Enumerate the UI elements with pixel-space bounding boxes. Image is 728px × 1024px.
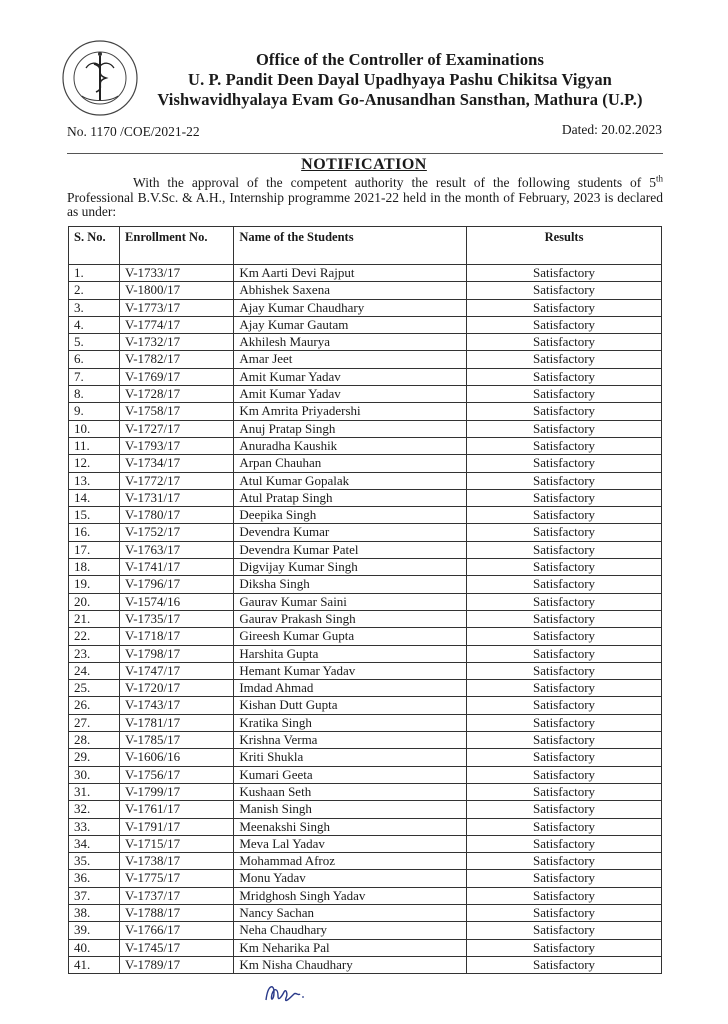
results-table (68, 226, 662, 974)
cell-sno: 13. (69, 472, 120, 489)
cell-enrollment: V-1773/17 (120, 299, 234, 316)
table-row (69, 628, 662, 645)
table-row (69, 386, 662, 403)
cell-student-name: Mohammad Afroz (234, 853, 467, 870)
table-row (69, 610, 662, 627)
cell-enrollment: V-1758/17 (120, 403, 234, 420)
cell-student-name: Neha Chaudhary (234, 922, 467, 939)
cell-enrollment: V-1761/17 (120, 801, 234, 818)
cell-enrollment: V-1769/17 (120, 368, 234, 385)
table-row (69, 956, 662, 973)
table-row (69, 455, 662, 472)
cell-enrollment: V-1743/17 (120, 697, 234, 714)
cell-sno: 9. (69, 403, 120, 420)
table-row (69, 437, 662, 454)
table-row (69, 697, 662, 714)
cell-enrollment: V-1799/17 (120, 783, 234, 800)
cell-sno: 23. (69, 645, 120, 662)
cell-sno: 37. (69, 887, 120, 904)
cell-student-name: Kushaan Seth (234, 783, 467, 800)
cell-enrollment: V-1737/17 (120, 887, 234, 904)
table-row (69, 714, 662, 731)
cell-student-name: Amit Kumar Yadav (234, 386, 467, 403)
cell-student-name: Gaurav Prakash Singh (234, 610, 467, 627)
cell-result: Satisfactory (467, 437, 662, 454)
cell-enrollment: V-1775/17 (120, 870, 234, 887)
cell-sno: 1. (69, 265, 120, 282)
cell-enrollment: V-1793/17 (120, 437, 234, 454)
cell-result: Satisfactory (467, 386, 662, 403)
cell-result: Satisfactory (467, 576, 662, 593)
reference-number: No. 1170 /COE/2021-22 (67, 124, 200, 139)
cell-result: Satisfactory (467, 714, 662, 731)
cell-result: Satisfactory (467, 628, 662, 645)
cell-enrollment: V-1745/17 (120, 939, 234, 956)
cell-sno: 22. (69, 628, 120, 645)
table-row (69, 680, 662, 697)
cell-sno: 19. (69, 576, 120, 593)
cell-sno: 8. (69, 386, 120, 403)
cell-sno: 11. (69, 437, 120, 454)
table-row (69, 904, 662, 921)
table-row (69, 818, 662, 835)
cell-result: Satisfactory (467, 783, 662, 800)
cell-sno: 36. (69, 870, 120, 887)
cell-result: Satisfactory (467, 593, 662, 610)
cell-result: Satisfactory (467, 282, 662, 299)
notification-title: NOTIFICATION (301, 156, 427, 173)
header-student-name: Name of the Students (234, 227, 467, 265)
results-table-body (69, 265, 662, 974)
cell-student-name: Kumari Geeta (234, 766, 467, 783)
table-row (69, 749, 662, 766)
cell-sno: 28. (69, 732, 120, 749)
cell-sno: 16. (69, 524, 120, 541)
letterhead (140, 50, 660, 110)
cell-student-name: Gireesh Kumar Gupta (234, 628, 467, 645)
cell-result: Satisfactory (467, 316, 662, 333)
cell-result: Satisfactory (467, 368, 662, 385)
cell-sno: 31. (69, 783, 120, 800)
header-sno: S. No. (69, 227, 120, 265)
cell-result: Satisfactory (467, 472, 662, 489)
cell-student-name: Digvijay Kumar Singh (234, 559, 467, 576)
cell-result: Satisfactory (467, 853, 662, 870)
office-title: Office of the Controller of Examinations (256, 50, 544, 69)
cell-student-name: Km Nisha Chaudhary (234, 956, 467, 973)
table-row (69, 472, 662, 489)
cell-result: Satisfactory (467, 818, 662, 835)
table-row (69, 368, 662, 385)
header-enrollment: Enrollment No. (120, 227, 234, 265)
cell-sno: 12. (69, 455, 120, 472)
cell-result: Satisfactory (467, 904, 662, 921)
table-row (69, 576, 662, 593)
cell-sno: 17. (69, 541, 120, 558)
cell-result: Satisfactory (467, 334, 662, 351)
cell-student-name: Meenakshi Singh (234, 818, 467, 835)
table-row (69, 282, 662, 299)
cell-enrollment: V-1763/17 (120, 541, 234, 558)
table-row (69, 835, 662, 852)
table-row (69, 299, 662, 316)
cell-student-name: Atul Pratap Singh (234, 489, 467, 506)
cell-result: Satisfactory (467, 749, 662, 766)
cell-student-name: Arpan Chauhan (234, 455, 467, 472)
cell-enrollment: V-1772/17 (120, 472, 234, 489)
cell-sno: 30. (69, 766, 120, 783)
university-seal-icon (60, 38, 140, 118)
cell-result: Satisfactory (467, 489, 662, 506)
cell-result: Satisfactory (467, 265, 662, 282)
cell-sno: 39. (69, 922, 120, 939)
cell-enrollment: V-1727/17 (120, 420, 234, 437)
cell-student-name: Kriti Shukla (234, 749, 467, 766)
cell-sno: 15. (69, 507, 120, 524)
cell-student-name: Amit Kumar Yadav (234, 368, 467, 385)
cell-result: Satisfactory (467, 351, 662, 368)
intro-superscript: th (655, 173, 663, 184)
header-results: Results (467, 227, 662, 265)
cell-student-name: Akhilesh Maurya (234, 334, 467, 351)
table-row (69, 524, 662, 541)
cell-sno: 26. (69, 697, 120, 714)
cell-sno: 4. (69, 316, 120, 333)
cell-student-name: Km Neharika Pal (234, 939, 467, 956)
table-row (69, 593, 662, 610)
cell-student-name: Harshita Gupta (234, 645, 467, 662)
table-row (69, 870, 662, 887)
table-row (69, 783, 662, 800)
cell-enrollment: V-1731/17 (120, 489, 234, 506)
table-row (69, 801, 662, 818)
cell-sno: 20. (69, 593, 120, 610)
intro-text-part1: With the approval of the competent authority the result of the following students of 5 (133, 175, 656, 190)
cell-sno: 3. (69, 299, 120, 316)
cell-sno: 10. (69, 420, 120, 437)
cell-result: Satisfactory (467, 956, 662, 973)
table-row (69, 420, 662, 437)
cell-student-name: Abhishek Saxena (234, 282, 467, 299)
cell-sno: 41. (69, 956, 120, 973)
cell-sno: 7. (69, 368, 120, 385)
cell-result: Satisfactory (467, 887, 662, 904)
university-name-line2: Vishwavidhyalaya Evam Go-Anusandhan Sansthan, Mathura (U.P.) (157, 90, 643, 109)
cell-sno: 18. (69, 559, 120, 576)
cell-enrollment: V-1734/17 (120, 455, 234, 472)
cell-enrollment: V-1781/17 (120, 714, 234, 731)
table-row (69, 559, 662, 576)
table-row (69, 541, 662, 558)
cell-enrollment: V-1718/17 (120, 628, 234, 645)
table-row (69, 922, 662, 939)
cell-enrollment: V-1796/17 (120, 576, 234, 593)
cell-sno: 27. (69, 714, 120, 731)
cell-enrollment: V-1782/17 (120, 351, 234, 368)
cell-enrollment: V-1606/16 (120, 749, 234, 766)
cell-result: Satisfactory (467, 801, 662, 818)
cell-student-name: Deepika Singh (234, 507, 467, 524)
notification-date: Dated: 20.02.2023 (561, 122, 662, 137)
cell-result: Satisfactory (467, 766, 662, 783)
cell-enrollment: V-1715/17 (120, 835, 234, 852)
cell-result: Satisfactory (467, 420, 662, 437)
cell-sno: 14. (69, 489, 120, 506)
cell-enrollment: V-1789/17 (120, 956, 234, 973)
intro-paragraph (67, 173, 663, 220)
cell-sno: 21. (69, 610, 120, 627)
cell-student-name: Amar Jeet (234, 351, 467, 368)
cell-student-name: Mridghosh Singh Yadav (234, 887, 467, 904)
cell-sno: 2. (69, 282, 120, 299)
cell-sno: 24. (69, 662, 120, 679)
cell-sno: 40. (69, 939, 120, 956)
cell-result: Satisfactory (467, 680, 662, 697)
cell-enrollment: V-1788/17 (120, 904, 234, 921)
cell-result: Satisfactory (467, 922, 662, 939)
cell-sno: 5. (69, 334, 120, 351)
cell-sno: 6. (69, 351, 120, 368)
cell-enrollment: V-1774/17 (120, 316, 234, 333)
cell-result: Satisfactory (467, 662, 662, 679)
cell-enrollment: V-1728/17 (120, 386, 234, 403)
cell-enrollment: V-1756/17 (120, 766, 234, 783)
table-row (69, 645, 662, 662)
cell-student-name: Meva Lal Yadav (234, 835, 467, 852)
table-row (69, 887, 662, 904)
cell-result: Satisfactory (467, 507, 662, 524)
cell-result: Satisfactory (467, 403, 662, 420)
cell-result: Satisfactory (467, 524, 662, 541)
cell-enrollment: V-1766/17 (120, 922, 234, 939)
cell-result: Satisfactory (467, 645, 662, 662)
cell-result: Satisfactory (467, 455, 662, 472)
cell-enrollment: V-1574/16 (120, 593, 234, 610)
table-row (69, 316, 662, 333)
cell-sno: 29. (69, 749, 120, 766)
cell-sno: 32. (69, 801, 120, 818)
cell-enrollment: V-1735/17 (120, 610, 234, 627)
table-row (69, 662, 662, 679)
cell-student-name: Hemant Kumar Yadav (234, 662, 467, 679)
cell-enrollment: V-1733/17 (120, 265, 234, 282)
cell-enrollment: V-1785/17 (120, 732, 234, 749)
cell-enrollment: V-1800/17 (120, 282, 234, 299)
cell-student-name: Km Amrita Priyadershi (234, 403, 467, 420)
cell-sno: 35. (69, 853, 120, 870)
table-row (69, 403, 662, 420)
table-row (69, 489, 662, 506)
cell-student-name: Devendra Kumar Patel (234, 541, 467, 558)
cell-student-name: Nancy Sachan (234, 904, 467, 921)
cell-result: Satisfactory (467, 939, 662, 956)
cell-student-name: Anuj Pratap Singh (234, 420, 467, 437)
cell-student-name: Krishna Verma (234, 732, 467, 749)
cell-result: Satisfactory (467, 541, 662, 558)
cell-enrollment: V-1798/17 (120, 645, 234, 662)
cell-enrollment: V-1780/17 (120, 507, 234, 524)
table-row (69, 507, 662, 524)
table-row (69, 334, 662, 351)
cell-student-name: Monu Yadav (234, 870, 467, 887)
cell-result: Satisfactory (467, 559, 662, 576)
cell-result: Satisfactory (467, 610, 662, 627)
cell-student-name: Imdad Ahmad (234, 680, 467, 697)
table-row (69, 265, 662, 282)
university-name-line1: U. P. Pandit Deen Dayal Upadhyaya Pashu Chikitsa Vigyan (188, 70, 612, 89)
cell-student-name: Anuradha Kaushik (234, 437, 467, 454)
cell-student-name: Gaurav Kumar Saini (234, 593, 467, 610)
signature-icon (260, 978, 310, 1008)
cell-result: Satisfactory (467, 697, 662, 714)
cell-enrollment: V-1741/17 (120, 559, 234, 576)
cell-enrollment: V-1747/17 (120, 662, 234, 679)
cell-student-name: Ajay Kumar Gautam (234, 316, 467, 333)
cell-enrollment: V-1738/17 (120, 853, 234, 870)
cell-result: Satisfactory (467, 732, 662, 749)
cell-sno: 25. (69, 680, 120, 697)
cell-student-name: Kishan Dutt Gupta (234, 697, 467, 714)
cell-student-name: Ajay Kumar Chaudhary (234, 299, 467, 316)
cell-result: Satisfactory (467, 835, 662, 852)
cell-student-name: Atul Kumar Gopalak (234, 472, 467, 489)
table-row (69, 766, 662, 783)
table-header-row (69, 227, 662, 265)
header-divider (67, 153, 663, 154)
table-row (69, 939, 662, 956)
cell-student-name: Manish Singh (234, 801, 467, 818)
cell-student-name: Km Aarti Devi Rajput (234, 265, 467, 282)
cell-result: Satisfactory (467, 870, 662, 887)
cell-enrollment: V-1732/17 (120, 334, 234, 351)
cell-sno: 33. (69, 818, 120, 835)
cell-enrollment: V-1752/17 (120, 524, 234, 541)
intro-text-part2: Professional B.V.Sc. & A.H., Internship programme 2021-22 held in the month of February, 2023 is declared as under: (67, 189, 663, 219)
cell-student-name: Diksha Singh (234, 576, 467, 593)
cell-sno: 38. (69, 904, 120, 921)
cell-result: Satisfactory (467, 299, 662, 316)
table-row (69, 732, 662, 749)
cell-sno: 34. (69, 835, 120, 852)
cell-student-name: Devendra Kumar (234, 524, 467, 541)
cell-student-name: Kratika Singh (234, 714, 467, 731)
cell-enrollment: V-1791/17 (120, 818, 234, 835)
table-row (69, 853, 662, 870)
table-row (69, 351, 662, 368)
cell-enrollment: V-1720/17 (120, 680, 234, 697)
